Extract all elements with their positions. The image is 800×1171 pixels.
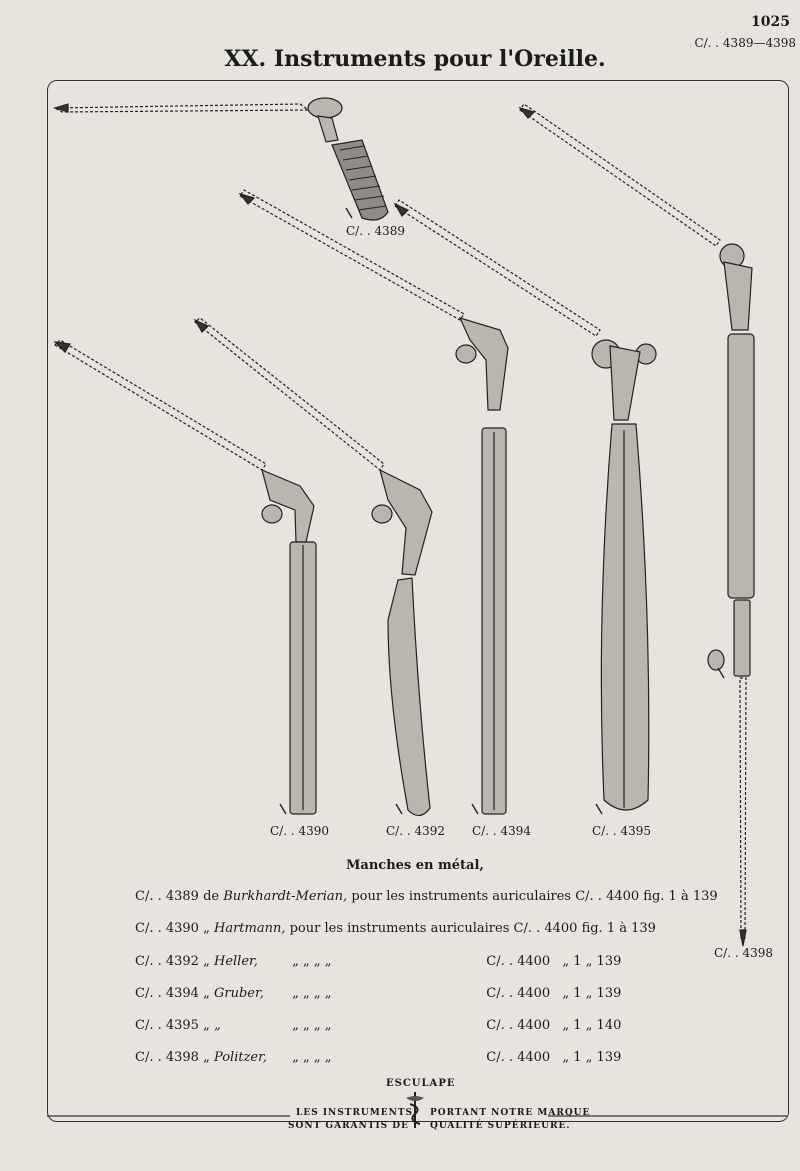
- entry-ref: C/. . 4389: [135, 889, 199, 904]
- entry-row: [135, 889, 718, 904]
- entry-ref: C/. . 4394: [135, 986, 199, 1001]
- entry-sep: de: [203, 889, 220, 904]
- entry-catalog: C/. . 4400: [486, 986, 551, 1001]
- instrument-4395: [395, 200, 656, 810]
- entry-sep: „: [203, 1018, 210, 1033]
- entry-fig: „ 1 „ 139: [562, 986, 622, 1001]
- caption-4392: C/. . 4392: [386, 824, 446, 838]
- entry-row: [135, 986, 621, 1001]
- entry-catalog: C/. . 4400: [486, 954, 551, 969]
- entry-sep: „: [203, 986, 210, 1001]
- entry-sep: „: [203, 921, 210, 936]
- page-reference-range: C/. . 4389—4398: [694, 36, 796, 50]
- caption-4389: C/. . 4389: [346, 224, 406, 238]
- caption-4390: C/. . 4390: [270, 824, 330, 838]
- entry-ref: C/. . 4390: [135, 921, 199, 936]
- entry-sep: „: [203, 1050, 210, 1065]
- entry-desc: pour les instruments auriculaires C/. . 4400 fig. 1 à 139: [351, 889, 718, 904]
- entry-maker: „: [213, 1018, 221, 1033]
- entry-fig: „ 1 „ 139: [562, 954, 622, 969]
- caption-4395: C/. . 4395: [592, 824, 652, 838]
- caption-4398: C/. . 4398: [714, 946, 774, 960]
- page-title: XX. Instruments pour l'Oreille.: [224, 46, 606, 72]
- entry-row: [135, 954, 621, 969]
- entry-ditto: „ „ „ „: [292, 1018, 332, 1033]
- brand-name: ESCULAPE: [386, 1078, 456, 1089]
- instrument-4389: [55, 98, 388, 220]
- entry-fig: „ 1 „ 139: [562, 1050, 622, 1065]
- entry-row: [135, 921, 656, 936]
- entry-fig: „ 1 „ 140: [562, 1018, 622, 1033]
- entry-catalog: C/. . 4400: [486, 1018, 551, 1033]
- entry-ref: C/. . 4392: [135, 954, 199, 969]
- entry-ditto: „ „ „ „: [292, 1050, 332, 1065]
- section-heading: Manches en métal,: [346, 858, 484, 873]
- entry-row: [135, 1018, 621, 1033]
- footer-left-line1: LES INSTRUMENTS: [296, 1108, 414, 1118]
- entry-ref: C/. . 4395: [135, 1018, 199, 1033]
- entry-catalog: C/. . 4400: [486, 1050, 551, 1065]
- entry-desc: pour les instruments auriculaires C/. . 4400 fig. 1 à 139: [289, 921, 656, 936]
- entry-maker: Gruber,: [213, 986, 264, 1001]
- entry-row: [135, 1050, 621, 1065]
- entry-ditto: „ „ „ „: [292, 986, 332, 1001]
- footer-right-line1: PORTANT NOTRE MARQUE: [430, 1108, 591, 1118]
- caption-4394: C/. . 4394: [472, 824, 532, 838]
- entry-maker: Hartmann,: [213, 921, 286, 936]
- instrument-4390: [55, 340, 316, 814]
- entry-sep: „: [203, 954, 210, 969]
- entry-ref: C/. . 4398: [135, 1050, 199, 1065]
- entry-ditto: „ „ „ „: [292, 954, 332, 969]
- footer-right-line2: QUALITÉ SUPÉRIEURE.: [430, 1121, 571, 1131]
- entry-maker: Burkhardt-Merian,: [223, 889, 348, 904]
- page-number: 1025: [751, 14, 790, 30]
- entry-maker: Politzer,: [213, 1050, 268, 1065]
- entry-maker: Heller,: [213, 954, 258, 969]
- footer-left-line2: SONT GARANTIS DE: [288, 1121, 409, 1131]
